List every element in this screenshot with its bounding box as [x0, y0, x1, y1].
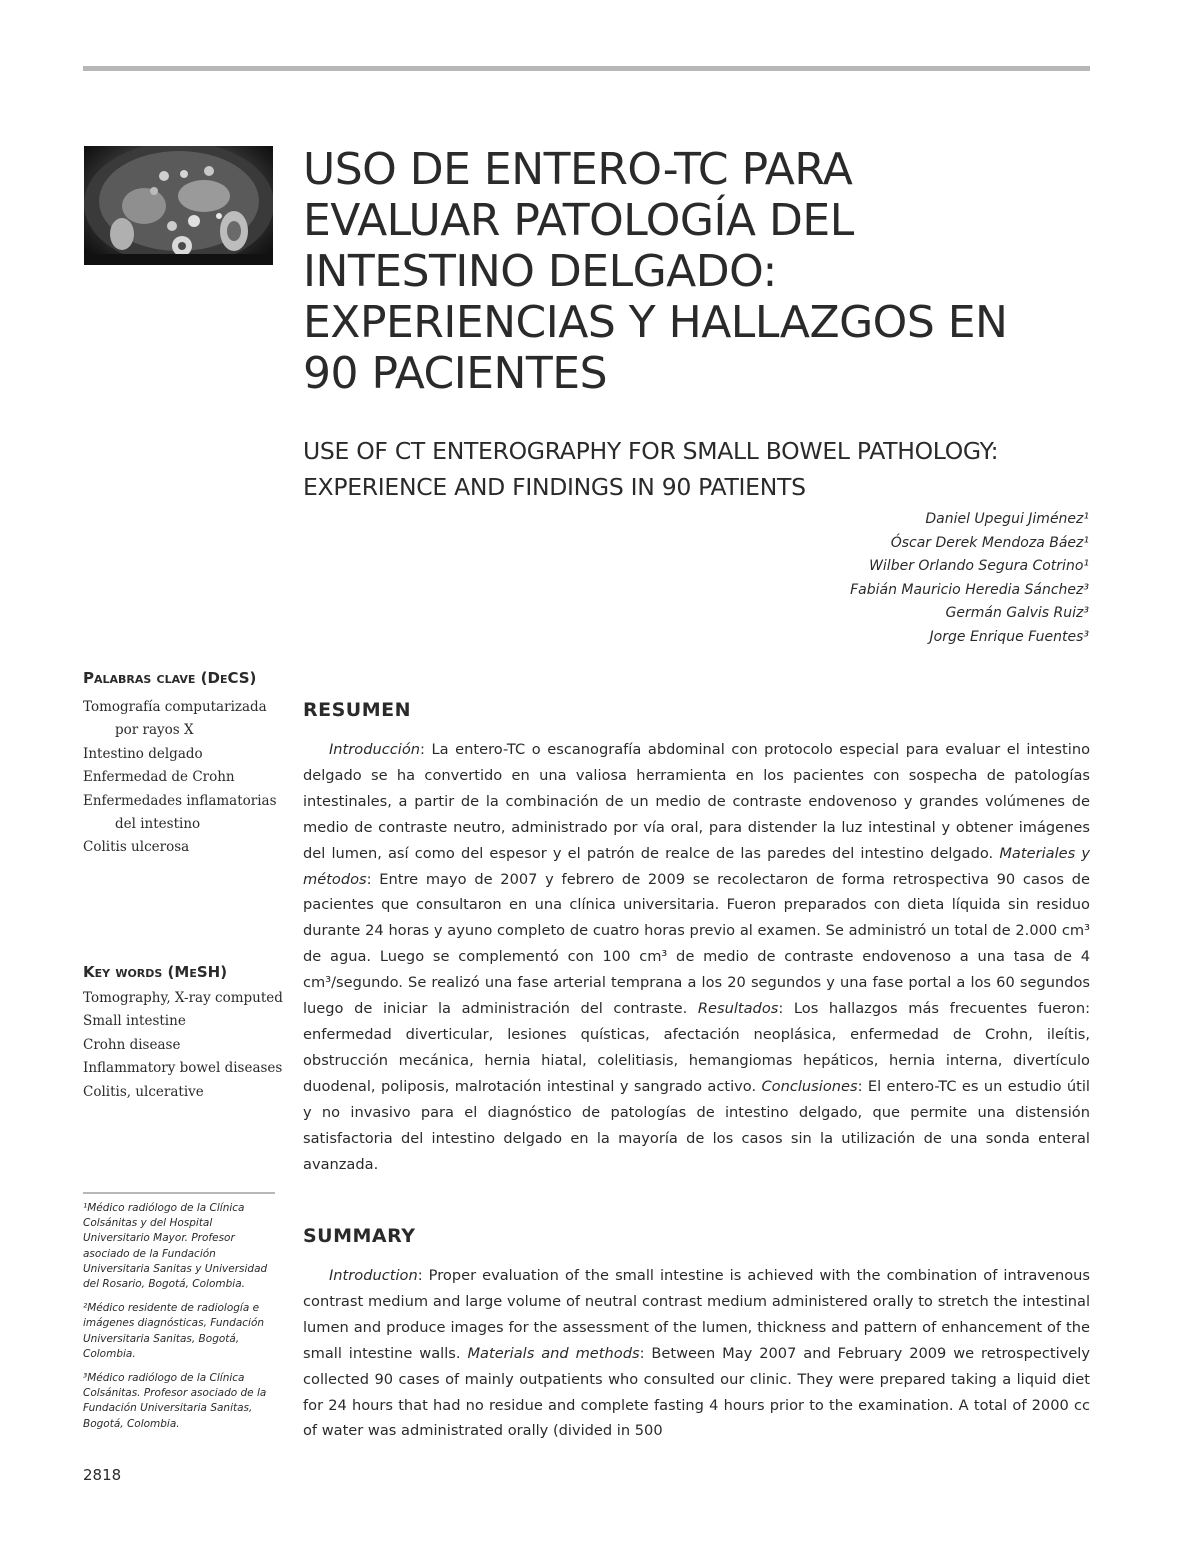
author: Germán Galvis Ruiz³	[945, 605, 1089, 622]
conclusions-label: Conclusiones	[761, 1077, 858, 1095]
keywords-en-heading: Key words (MeSH)	[83, 963, 228, 981]
keyword: Enfermedades inflamatorias del intestino	[83, 792, 277, 833]
keyword: Intestino delgado	[83, 745, 203, 762]
summary-heading: SUMMARY	[303, 1225, 416, 1247]
ct-scan-drawing	[84, 146, 273, 265]
resumen-paragraph	[303, 737, 1090, 1177]
methods-text: : Entre mayo de 2007 y febrero de 2009 se recolectaron de forma retrospectiva 90 casos de pacientes que consultaron en una clínica universitaria. Fueron preparados con dieta líquida sin residuo durante 24 horas y ayuno completo de cuatro horas previo al examen. Se administró un total de 2.000 cm³ de agua. Luego se complementó con 100 cm³ de medio de contraste endovenoso a una tasa de 4 cm³/segundo. Se realizó una fase arterial temprana a los 20 segundos y una fase portal a los 60 segundos luego de iniciar la administración del contraste.	[303, 870, 1090, 1018]
methods-text: : Between May 2007 and February 2009 we retrospectively collected 90 cases of mainly outpatients who consulted our clinic. They were prepared taking a liquid diet for 24 hours that had no residue and complete fasting 4 hours prior to the examination. A total of 2000 cc of water was administrated orally (divided in 500	[303, 1344, 1090, 1440]
footnote: ³Médico radiólogo de la Clínica Colsánitas. Profesor asociado de la Fundación Universitaria Sanitas, Bogotá, Colombia.	[83, 1372, 267, 1430]
keyword: Tomografía computarizada por rayos X	[83, 699, 267, 739]
footnote: ¹Médico radiólogo de la Clínica Colsánitas y del Hospital Universitario Mayor. Profesor asociado de la Fundación Universitaria Sanitas y Universidad del Rosario, Bogotá, Colombia.	[83, 1202, 268, 1291]
author: Wilber Orlando Segura Cotrino¹	[869, 558, 1089, 575]
summary-paragraph	[303, 1263, 1090, 1444]
keyword: Inflammatory bowel diseases	[83, 1060, 283, 1077]
author: Jorge Enrique Fuentes³	[929, 628, 1089, 645]
intro-text: : Proper evaluation of the small intestine is achieved with the combination of intravenous contrast medium and large volume of neutral contrast medium administered orally to stretch the intestinal lumen and produce images for the assessment of the lumen, thickness and pattern of enhancement of the small intestine walls.	[303, 1267, 1090, 1362]
methods-label: Materiales y métodos	[303, 844, 1090, 888]
keyword: Crohn disease	[83, 1036, 181, 1053]
author: Fabián Mauricio Heredia Sánchez³	[850, 581, 1089, 598]
footnote-rule	[83, 1192, 275, 1194]
page-number: 2818	[83, 1466, 122, 1484]
top-rule	[83, 66, 1090, 71]
article-title-en: USE OF CT ENTEROGRAPHY FOR SMALL BOWEL PATHOLOGY: EXPERIENCE AND FINDINGS IN 90 PATIENTS	[303, 437, 999, 501]
keywords-es-heading: Palabras clave (DeCS)	[83, 669, 257, 687]
keywords-es-list	[83, 696, 288, 860]
resumen-heading: RESUMEN	[303, 699, 412, 721]
intro-label: Introduction	[329, 1267, 418, 1284]
ct-scan-image	[84, 146, 273, 265]
author: Óscar Derek Mendoza Báez¹	[890, 534, 1089, 551]
keyword: Small intestine	[83, 1013, 186, 1030]
intro-label: Introducción	[329, 741, 420, 758]
affiliation-footnotes	[83, 1201, 273, 1441]
keywords-en-list	[83, 987, 288, 1104]
article-title-es: USO DE ENTERO-TC PARA EVALUAR PATOLOGÍA DEL INTESTINO DELGADO: EXPERIENCIAS Y HALLAZGOS EN 90 PACIENTES	[303, 144, 1008, 399]
footnote: ²Médico residente de radiología e imágenes diagnósticas, Fundación Universitaria Sanitas, Bogotá, Colombia.	[83, 1302, 265, 1360]
keyword: Colitis ulcerosa	[83, 839, 190, 856]
keyword: Enfermedad de Crohn	[83, 769, 235, 786]
keyword: Tomography, X-ray computed	[83, 990, 283, 1006]
results-text: : Los hallazgos más frecuentes fueron: enfermedad diverticular, lesiones quísticas, afectación neoplásica, enfermedad de Crohn, ileítis, obstrucción mecánica, hernia hiatal, colelitiasis, hemangiomas hepáticos, hernia interna, divertículo duodenal, poliposis, malrotación intestinal y sangrado activo.	[303, 1000, 1090, 1095]
conclusions-text: : El entero-TC es un estudio útil y no invasivo para el diagnóstico de patologías de intestino delgado, que permite una distensión satisfactoria del intestino delgado en la mayoría de los casos sin la utilización de una sonda enteral avanzada.	[303, 1077, 1090, 1173]
results-label: Resultados	[697, 1000, 779, 1018]
author: Daniel Upegui Jiménez¹	[925, 511, 1089, 527]
keyword: Colitis, ulcerative	[83, 1083, 204, 1100]
intro-text: : La entero-TC o escanografía abdominal con protocolo especial para evaluar el intestino delgado se ha convertido en una valiosa herramienta en los pacientes con sospecha de patologías intestinales, a partir de la combinación de un medio de contraste endovenoso y grandes volúmenes de medio de contraste neutro, administrado por vía oral, para distender la luz intestinal y obtener imágenes del lumen, así como del espesor y el patrón de realce de las paredes del intestino delgado.	[303, 741, 1090, 862]
methods-label: Materials and methods	[467, 1344, 640, 1362]
author-list	[850, 508, 1089, 650]
